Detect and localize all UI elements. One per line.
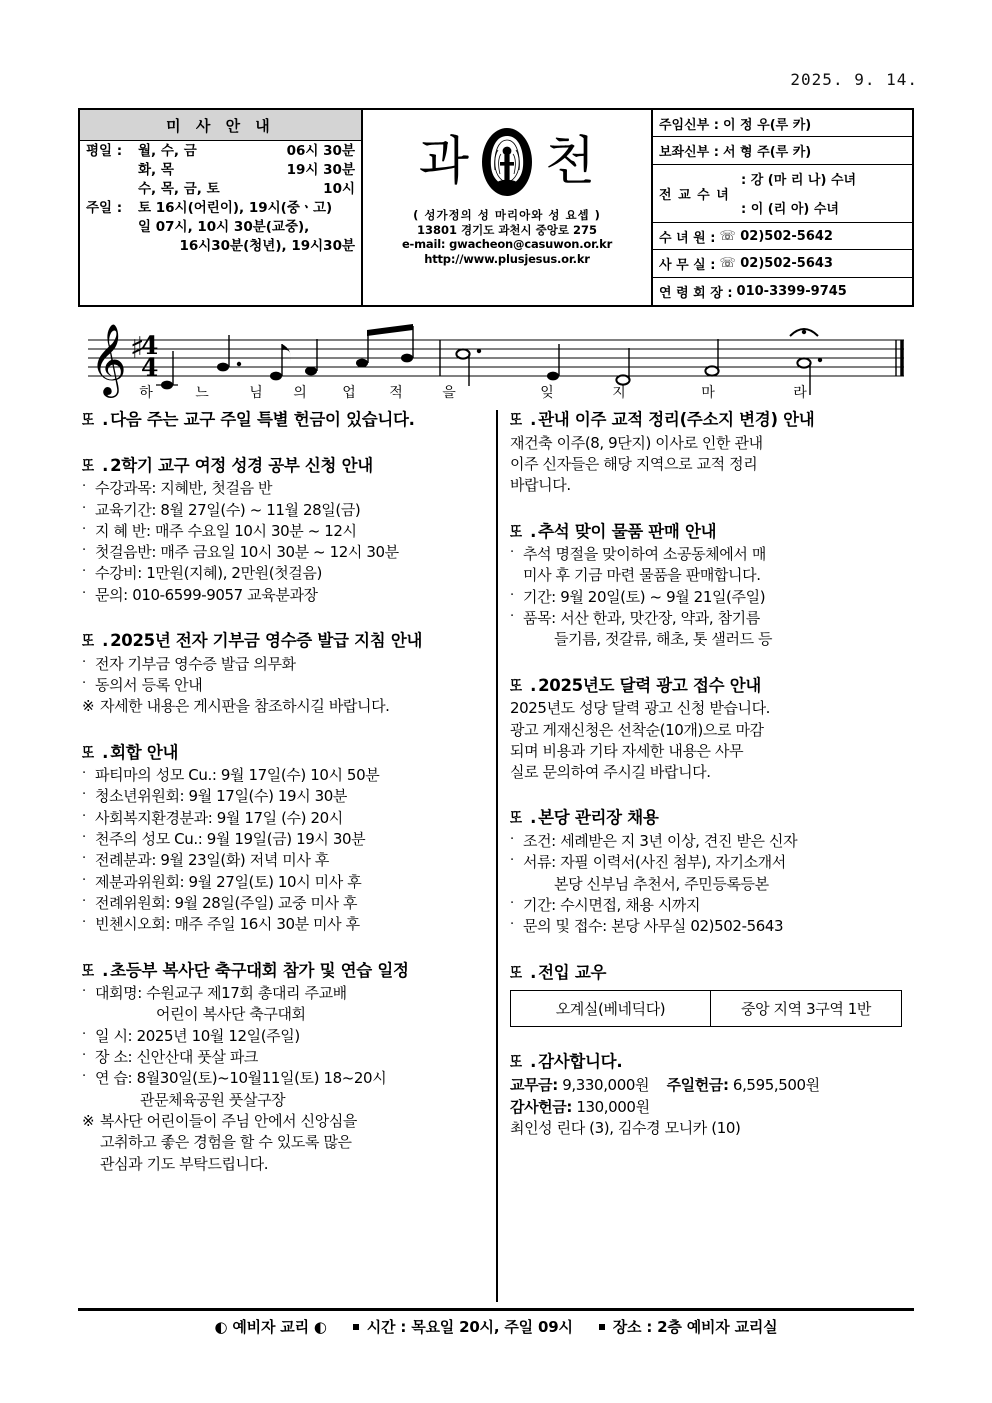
- parish-website: http://www.plusjesus.or.kr: [424, 252, 590, 267]
- note-text: 관심과 기도 부탁드립니다.: [100, 1154, 269, 1173]
- list-item: [82, 872, 482, 893]
- offering-thanks-section: [510, 1052, 910, 1140]
- list-item: [82, 893, 482, 914]
- reference-mark-icon: ※: [82, 1111, 95, 1130]
- list-item: [510, 608, 910, 629]
- section-heading: [82, 456, 482, 477]
- paragraph-line: 이주 신자들은 해당 지역으로 교적 정리: [510, 454, 758, 473]
- section-title: 본당 관리장 채용: [538, 808, 659, 828]
- mass-row-label: 주일 :: [86, 200, 123, 216]
- offering-amount: 130,000원: [576, 1097, 650, 1116]
- lyric-syllable: 잊: [540, 385, 554, 401]
- list-item: [82, 521, 482, 542]
- bullet-dot-icon: ·: [82, 1026, 86, 1042]
- clergy-key: 주임신부 :: [659, 117, 719, 133]
- list-item: [82, 765, 482, 786]
- clergy-row-pastor: [653, 110, 912, 137]
- list-item-text: 전례분과: 9월 23일(화) 저녁 미사 후: [95, 851, 329, 870]
- list-item: [510, 587, 910, 608]
- section-marker-icon: 또: [510, 1052, 522, 1072]
- lyric-syllable: 님: [249, 385, 263, 401]
- clergy-row-sisters: [653, 165, 912, 223]
- bullet-dot-icon: ·: [510, 609, 514, 625]
- announcement-section: [82, 961, 482, 1175]
- section-heading: [82, 743, 482, 764]
- section-title: 전입 교우: [538, 962, 607, 982]
- left-column: [82, 410, 482, 1186]
- section-heading: [510, 1052, 910, 1073]
- note-item: [82, 696, 482, 717]
- bullet-dot-icon: ·: [510, 545, 514, 561]
- mass-schedule-panel: [80, 110, 363, 305]
- clergy-row-funeral-chief: [653, 278, 912, 305]
- parish-address: 13801 경기도 과천시 중앙로 275: [416, 222, 597, 237]
- clergy-value: ☏ 02)502-5642: [719, 228, 833, 244]
- section-marker-icon: 또: [510, 962, 522, 982]
- announcement-section: [510, 676, 910, 784]
- bullet-dot-icon: ·: [82, 479, 86, 495]
- list-item-text: 청소년위원회: 9월 17일(수) 19시 30분: [95, 787, 348, 806]
- note-text: 자세한 내용은 게시판을 참조하시길 바랍니다.: [100, 697, 390, 716]
- note-text: 고취하고 좋은 경험을 할 수 있도록 많은: [100, 1133, 352, 1152]
- section-marker-icon: 또: [82, 410, 94, 429]
- list-item-text: 전자 기부금 영수증 발급 의무화: [95, 654, 296, 673]
- list-item-text: 대회명: 수원교구 제17회 총대리 주교배: [95, 984, 347, 1003]
- section-marker-icon: 또: [510, 808, 522, 828]
- list-item-text: 빈첸시오회: 매주 주일 16시 30분 미사 후: [95, 915, 360, 934]
- announcement-section: [510, 522, 910, 651]
- spacer: [82, 947, 482, 961]
- holy-family-emblem-icon: [481, 126, 533, 198]
- mass-row-label: 평일 :: [86, 143, 123, 159]
- parish-email: e-mail: gwacheon@casuwon.or.kr: [401, 237, 613, 252]
- bullet-dot-icon: ·: [82, 585, 86, 601]
- section-heading: [82, 410, 482, 431]
- bullet-dot-icon: ·: [510, 832, 514, 848]
- bulletin-date: 2025. 9. 14.: [790, 70, 918, 89]
- clergy-row-convent: [653, 223, 912, 250]
- right-column: [510, 410, 910, 1151]
- section-marker-dot: .: [530, 808, 537, 828]
- announcement-section: [82, 743, 482, 936]
- section-marker-dot: .: [530, 1052, 537, 1072]
- paragraph-line: 실로 문의하여 주시길 바랍니다.: [510, 763, 711, 782]
- lyric-syllable: 업: [342, 385, 356, 401]
- paragraph-line: 바랍니다.: [510, 476, 571, 495]
- offering-label: 주일헌금:: [666, 1075, 729, 1094]
- clergy-row-office: [653, 250, 912, 277]
- offering-amount: 9,330,000원: [562, 1075, 650, 1094]
- paragraph-line: 2025년도 성당 달력 광고 신청 받습니다.: [510, 699, 771, 718]
- list-item-text: 기간: 수시면접, 채용 시까지: [523, 895, 701, 914]
- bullet-dot-icon: ·: [510, 917, 514, 933]
- lyric-syllable: 마: [701, 385, 715, 401]
- note-item: [82, 1132, 482, 1153]
- list-item: [82, 1026, 482, 1047]
- list-item-text: 교육기간: 8월 27일(수) ~ 11월 28일(금): [95, 500, 361, 519]
- section-title: 감사합니다.: [538, 1052, 623, 1072]
- offering-row: [510, 1075, 910, 1097]
- list-item: [82, 786, 482, 807]
- section-title: 추석 맞이 물품 판매 안내: [538, 521, 717, 541]
- list-item-text: 문의: 010-6599-9057 교육분과장: [95, 585, 318, 604]
- clergy-value: ☏ 02)502-5643: [719, 255, 833, 271]
- list-item-text: 미사 후 기금 마련 물품을 판매합니다.: [523, 566, 761, 585]
- list-item: [82, 654, 482, 675]
- section-title: 회합 안내: [110, 742, 179, 762]
- transfer-name-cell: 오계실(베네딕다): [511, 991, 711, 1026]
- section-heading: [510, 963, 910, 984]
- sister-name: : 강 (마 리 나) 수녀: [741, 173, 857, 189]
- clergy-contact-panel: [653, 110, 912, 305]
- mass-row-label: [86, 164, 138, 178]
- section-marker-icon: 또: [510, 410, 522, 429]
- mass-row-days: 화, 목: [138, 162, 174, 178]
- list-item-text: 일 시: 2025년 10월 12일(주일): [95, 1026, 300, 1045]
- section-marker-icon: 또: [82, 455, 94, 475]
- note-text: 복사단 어린이들이 주님 안에서 신앙심을: [100, 1111, 358, 1130]
- lyric-syllable: 을: [442, 385, 456, 401]
- parish-logo-line: [363, 116, 651, 208]
- mass-row-time: 06시 30분: [286, 143, 355, 159]
- section-heading: [82, 961, 482, 982]
- list-item-text: 장 소: 신안산대 풋살 파크: [95, 1048, 259, 1067]
- list-item: [510, 852, 910, 873]
- announcement-section: [510, 410, 910, 497]
- lyric-syllable: 하: [139, 385, 153, 401]
- transfer-table: [510, 990, 902, 1027]
- square-bullet-icon: [599, 1324, 605, 1330]
- list-item: [82, 500, 482, 521]
- sisters-values: [741, 164, 912, 222]
- bullet-dot-icon: ·: [82, 564, 86, 580]
- mass-row: [86, 183, 355, 197]
- section-marker-dot: .: [102, 631, 109, 651]
- footer-time: 시간 : 목요일 20시, 주일 09시: [366, 1318, 573, 1336]
- bullet-dot-icon: ·: [82, 654, 86, 670]
- bullet-dot-icon: ·: [82, 893, 86, 909]
- list-item-continuation: 관문체육공원 풋살구장: [140, 1090, 286, 1109]
- note-item: [82, 1111, 482, 1132]
- masthead-table: [78, 108, 914, 307]
- lyric-syllable: 라: [793, 385, 807, 401]
- mass-schedule-title: 미 사 안 내: [80, 110, 361, 141]
- bullet-dot-icon: ·: [82, 984, 86, 1000]
- mass-row-time: 19시 30분: [286, 162, 355, 178]
- section-marker-dot: .: [102, 960, 109, 980]
- list-item-text: 전례위원회: 9월 28일(주일) 교중 미사 후: [95, 893, 358, 912]
- lyric-syllable: 적: [389, 385, 403, 401]
- list-item-text: 추석 명절을 맞이하여 소공동체에서 매: [523, 545, 766, 564]
- list-item-text: 수강과목: 지혜반, 첫걸음 반: [95, 479, 273, 498]
- section-title: 2025년 전자 기부금 영수증 발급 지침 안내: [110, 631, 423, 651]
- mass-row-days: 토 16시(어린이), 19시(중ㆍ고): [138, 200, 333, 216]
- list-item: [510, 565, 910, 586]
- list-item: [82, 914, 482, 935]
- clergy-value: 010-3399-9745: [736, 283, 847, 299]
- list-item-text: 수강비: 1만원(지혜), 2만원(첫걸음): [95, 564, 322, 583]
- mass-row-days: 16시30분(청년), 19시30분: [179, 238, 355, 254]
- list-item-text: 품목: 서산 한과, 맛간장, 약과, 참기름: [523, 609, 760, 628]
- mass-row-label: [86, 183, 138, 197]
- list-item-text: 지 혜 반: 매주 수요일 10시 30분 ~ 12시: [95, 521, 357, 540]
- clergy-value: 이 정 우(루 카): [722, 117, 812, 133]
- section-title: 2025년도 달력 광고 접수 안내: [538, 675, 762, 695]
- list-item: [82, 585, 482, 606]
- announcement-section: [82, 410, 482, 431]
- footer-divider: [78, 1308, 914, 1311]
- parish-patron: ( 성가정의 성 마리아와 성 요셉 ): [413, 208, 601, 222]
- list-item: [82, 808, 482, 829]
- parish-name-char-left: 과: [418, 132, 469, 192]
- list-item: [82, 1047, 482, 1068]
- section-title: 초등부 복사단 축구대회 참가 및 연습 일정: [110, 960, 409, 980]
- spacer: [510, 1038, 910, 1052]
- section-heading: [510, 410, 910, 431]
- paragraph-line: 되며 비용과 기타 자세한 내용은 사무: [510, 741, 744, 760]
- offering-label: 감사헌금:: [510, 1097, 572, 1116]
- spacer: [510, 949, 910, 963]
- mass-row: [86, 240, 355, 254]
- mass-row: [86, 164, 355, 178]
- list-item: [82, 675, 482, 696]
- section-marker-icon: 또: [510, 675, 522, 695]
- hymn-lyrics: [78, 382, 914, 406]
- note-item: [82, 1154, 482, 1175]
- announcement-section: [82, 631, 482, 718]
- paragraph-line: 광고 게재신청은 선착순(10개)으로 마감: [510, 720, 764, 739]
- parish-identity-panel: [363, 110, 653, 305]
- bullet-dot-icon: ·: [82, 1069, 86, 1085]
- mass-schedule-rows: [80, 141, 361, 305]
- footer-time-block: [353, 1316, 573, 1337]
- section-marker-dot: .: [530, 962, 537, 982]
- list-item-text: 기간: 9월 20일(토) ~ 9월 21일(주일): [523, 587, 766, 606]
- list-item-text: 첫걸음반: 매주 금요일 10시 30분 ~ 12시 30분: [95, 543, 399, 562]
- square-bullet-icon: [353, 1324, 359, 1330]
- section-marker-dot: .: [530, 521, 537, 541]
- lyric-syllable: 지: [612, 385, 626, 401]
- mass-row: [86, 145, 355, 159]
- clergy-key: 사 무 실 :: [659, 257, 716, 273]
- section-marker-icon: 또: [82, 960, 94, 980]
- section-marker-dot: .: [102, 455, 109, 475]
- list-item-text: 동의서 등록 안내: [95, 675, 203, 694]
- section-marker-icon: 또: [82, 631, 94, 651]
- spacer: [510, 662, 910, 676]
- announcement-section: [510, 808, 910, 937]
- list-item-continuation: 본당 신부님 추천서, 주민등록등본: [554, 874, 769, 893]
- section-marker-dot: .: [530, 410, 537, 429]
- list-item: [510, 916, 910, 937]
- transfer-district-cell: 중앙 지역 3구역 1반: [740, 1000, 872, 1019]
- donor-names: 최인성 린다 (3), 김수경 모니카 (10): [510, 1119, 741, 1138]
- parish-name-char-right: 천: [545, 132, 596, 192]
- spacer: [510, 794, 910, 808]
- list-item-text: 연 습: 8월30일(토)~10월11일(토) 18~20시: [95, 1069, 387, 1088]
- list-item-text: 문의 및 접수: 본당 사무실 02)502-5643: [523, 917, 784, 936]
- clergy-value: 서 형 주(루 카): [722, 145, 812, 161]
- bullet-dot-icon: ·: [82, 830, 86, 846]
- bullet-dot-icon: ·: [82, 500, 86, 516]
- bullet-dot-icon: ·: [82, 851, 86, 867]
- lyric-syllable: 의: [293, 385, 307, 401]
- list-item-text: 제분과위원회: 9월 27일(토) 10시 미사 후: [95, 872, 362, 891]
- clergy-key: 수 녀 원 :: [659, 230, 716, 246]
- half-circle-left-icon: ◐: [214, 1317, 228, 1336]
- clergy-row-associate: [653, 137, 912, 164]
- list-item-text: 천주의 성모 Cu.: 9월 19일(금) 19시 30분: [95, 830, 366, 849]
- half-circle-right-icon: ◐: [313, 1317, 327, 1336]
- sisters-key: 전 교 수 녀: [659, 187, 730, 203]
- svg-text:𝄞: 𝄞: [90, 322, 127, 395]
- transfer-section: [510, 963, 910, 1028]
- list-item-text: 사회복지환경분과: 9월 17일 (수) 20시: [95, 808, 343, 827]
- bullet-dot-icon: ·: [82, 787, 86, 803]
- clergy-key: 보좌신부 :: [659, 145, 719, 161]
- lyric-syllable: 느: [195, 385, 209, 401]
- list-item-text: 조건: 세례받은 지 3년 이상, 견진 받은 신자: [523, 832, 798, 851]
- bullet-dot-icon: ·: [82, 915, 86, 931]
- sister-name: : 이 (리 아) 수녀: [741, 202, 839, 218]
- mass-row-time: 10시: [323, 181, 355, 197]
- column-divider: [496, 410, 498, 1302]
- list-item: [82, 829, 482, 850]
- bullet-dot-icon: ·: [510, 895, 514, 911]
- section-heading: [510, 676, 910, 697]
- catechumen-footer: [78, 1316, 914, 1337]
- bullet-dot-icon: ·: [82, 808, 86, 824]
- section-title: 2학기 교구 여정 성경 공부 신청 안내: [110, 455, 373, 475]
- section-heading: [510, 522, 910, 543]
- footer-place: 장소 : 2층 예비자 교리실: [612, 1318, 778, 1336]
- spacer: [510, 508, 910, 522]
- announcement-section: [82, 456, 482, 606]
- list-item: [82, 542, 482, 563]
- list-item: [82, 1068, 482, 1089]
- offering-label: 교무금:: [510, 1075, 558, 1094]
- bullet-dot-icon: ·: [82, 675, 86, 691]
- list-item: [510, 544, 910, 565]
- spacer: [82, 442, 482, 456]
- offering-row: [510, 1097, 910, 1119]
- list-item: [82, 563, 482, 584]
- clergy-key: 연 령 회 장 :: [659, 285, 733, 301]
- section-marker-dot: .: [530, 675, 537, 695]
- bullet-dot-icon: ·: [510, 587, 514, 603]
- footer-place-block: [599, 1316, 778, 1337]
- section-marker-dot: .: [102, 410, 109, 429]
- footer-title-block: [215, 1316, 327, 1337]
- bullet-dot-icon: ·: [82, 872, 86, 888]
- svg-text:4: 4: [141, 353, 159, 382]
- list-item: [82, 983, 482, 1004]
- section-marker-dot: .: [102, 742, 109, 762]
- mass-row-label: [86, 240, 138, 254]
- list-item: [82, 850, 482, 871]
- list-item-continuation: 들기름, 젓갈류, 해초, 톳 샐러드 등: [554, 630, 773, 649]
- paragraph-line: 재건축 이주(8, 9단지) 이사로 인한 관내: [510, 433, 763, 452]
- spacer: [82, 729, 482, 743]
- list-item-text: 파티마의 성모 Cu.: 9월 17일(수) 10시 50분: [95, 766, 380, 785]
- section-marker-icon: 또: [510, 521, 522, 541]
- offering-amount: 6,595,500원: [732, 1075, 820, 1094]
- parish-contact-block: [363, 208, 651, 267]
- mass-row: [86, 221, 355, 235]
- bullet-dot-icon: ·: [510, 853, 514, 869]
- mass-row: [86, 202, 355, 216]
- mass-row-days: 일 07시, 10시 30분(교중),: [138, 219, 310, 235]
- list-item-continuation: 어린이 복사단 축구대회: [156, 1005, 306, 1024]
- section-heading: [82, 631, 482, 652]
- spacer: [82, 617, 482, 631]
- bullet-dot-icon: ·: [82, 1048, 86, 1064]
- section-marker-icon: 또: [82, 742, 94, 762]
- footer-title: 예비자 교리: [232, 1318, 309, 1336]
- list-item: [510, 831, 910, 852]
- mass-row-days: 월, 수, 금: [138, 143, 197, 159]
- section-title: 관내 이주 교적 정리(주소지 변경) 안내: [538, 410, 815, 429]
- list-item: [510, 895, 910, 916]
- mass-row-days: 수, 목, 금, 토: [138, 181, 220, 197]
- list-item-text: 서류: 자필 이력서(사진 첨부), 자기소개서: [523, 853, 786, 872]
- bullet-dot-icon: ·: [82, 543, 86, 559]
- reference-mark-icon: ※: [82, 697, 95, 716]
- bullet-dot-icon: ·: [82, 766, 86, 782]
- svg-text:4: 4: [141, 331, 159, 360]
- list-item: [82, 478, 482, 499]
- bullet-dot-icon: ·: [82, 521, 86, 537]
- mass-row-label: [86, 221, 138, 235]
- svg-text:♯: ♯: [130, 331, 145, 366]
- section-heading: [510, 808, 910, 829]
- section-title: 다음 주는 교구 주일 특별 헌금이 있습니다.: [110, 410, 415, 429]
